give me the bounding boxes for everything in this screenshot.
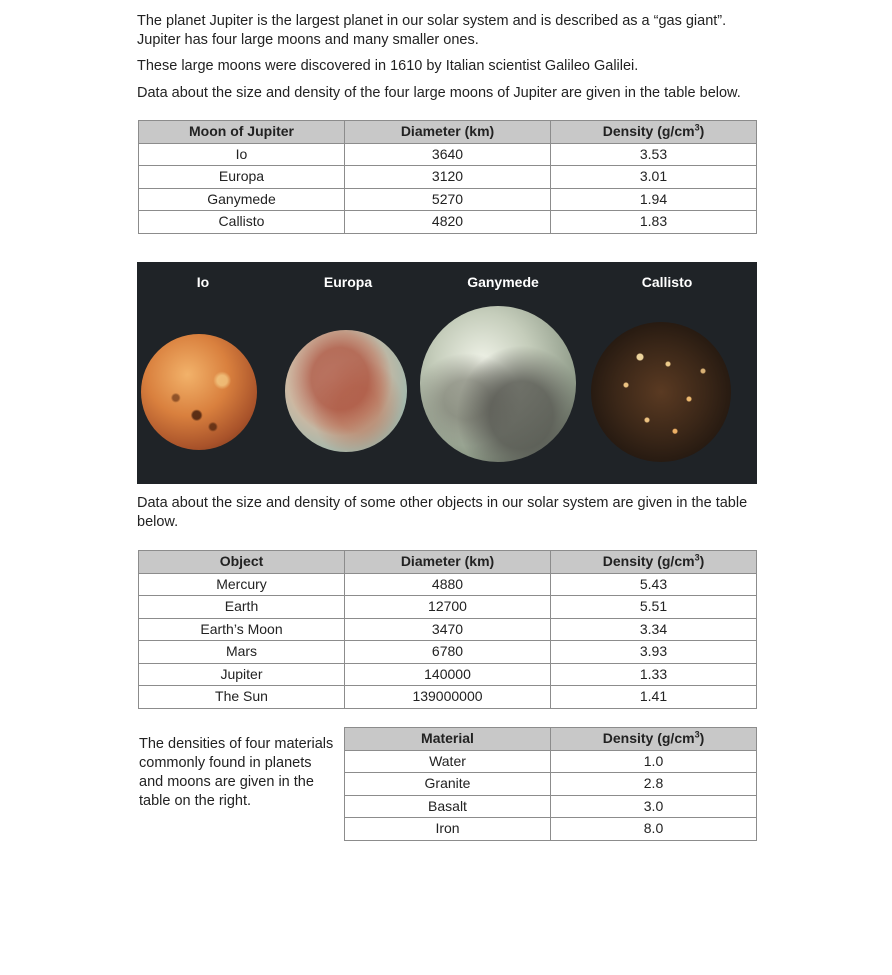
table-header-row [345,728,757,751]
cell-moon: Europa [139,166,345,189]
cell-object: Earth’s Moon [139,618,345,641]
table-row [345,818,757,841]
cell-density: 8.0 [551,818,757,841]
diameter-column-header: Diameter (km) [345,551,551,574]
material-column-header: Material [345,728,551,751]
cell-object: Jupiter [139,663,345,686]
cell-diameter: 5270 [345,188,551,211]
cell-density: 3.93 [551,641,757,664]
cell-density: 3.53 [551,143,757,166]
cell-density: 3.0 [551,795,757,818]
cell-density: 5.43 [551,573,757,596]
callisto-moon-picture [591,322,731,462]
cell-diameter: 3120 [345,166,551,189]
cell-moon: Callisto [139,211,345,234]
cell-density: 1.0 [551,750,757,773]
ganymede-moon-picture [420,306,576,462]
moon-label-io: Io [196,274,210,290]
cell-density: 1.94 [551,188,757,211]
table-row [139,641,757,664]
cell-density: 2.8 [551,773,757,796]
cell-density: 3.01 [551,166,757,189]
moon-label-callisto: Callisto [641,274,693,290]
cell-material: Iron [345,818,551,841]
table-row [139,188,757,211]
cell-density: 1.83 [551,211,757,234]
cell-density: 1.33 [551,663,757,686]
cell-density: 3.34 [551,618,757,641]
galilean-moons-image [137,262,757,484]
density-column-header: Density $(g/cm^3)$ [551,121,757,144]
table-row [139,663,757,686]
intro-paragraph-3: Data about the size and density of the four large moons of Jupiter are given in the table below. [137,85,741,101]
intro-paragraph-1: The planet Jupiter is the largest planet in our solar system and is described as a “gas giant”. Jupiter has four large moons and many smaller ones. [137,13,727,48]
object-column-header: Object [139,551,345,574]
cell-diameter: 3470 [345,618,551,641]
table-row [139,573,757,596]
moon-label-europa: Europa [323,274,373,290]
cell-moon: Io [139,143,345,166]
density-column-header: Density $(g/cm^3)$ [551,728,757,751]
cell-moon: Ganymede [139,188,345,211]
cell-material: Granite [345,773,551,796]
cell-material: Basalt [345,795,551,818]
objects-table [138,550,757,709]
table-row [139,596,757,619]
table-row [345,795,757,818]
cell-object: Mercury [139,573,345,596]
table-row [139,143,757,166]
cell-diameter: 6780 [345,641,551,664]
io-moon-picture [141,334,257,450]
moon-label-ganymede: Ganymede [467,274,539,290]
cell-density: 1.41 [551,686,757,709]
cell-object: Mars [139,641,345,664]
cell-diameter: 3640 [345,143,551,166]
diameter-column-header: Diameter (km) [345,121,551,144]
other-objects-paragraph: Data about the size and density of some other objects in our solar system are given in the table below. [137,495,748,530]
moons-table [138,120,757,234]
materials-caption: The densities of four materials commonly found in planets and moons are given in the table on the right. [139,736,334,809]
table-header-row [139,121,757,144]
cell-diameter: 4820 [345,211,551,234]
table-row [139,166,757,189]
materials-table [344,727,757,841]
cell-object: Earth [139,596,345,619]
table-row [345,750,757,773]
cell-diameter: 139000000 [345,686,551,709]
table-row [345,773,757,796]
europa-moon-picture [285,330,407,452]
cell-diameter: 4880 [345,573,551,596]
density-column-header: Density $(g/cm^3)$ [551,551,757,574]
cell-object: The Sun [139,686,345,709]
cell-material: Water [345,750,551,773]
table-row [139,686,757,709]
cell-diameter: 12700 [345,596,551,619]
table-row [139,211,757,234]
moon-column-header: Moon of Jupiter [139,121,345,144]
intro-paragraph-2: These large moons were discovered in 1610 by Italian scientist Galileo Galilei. [137,58,639,74]
cell-diameter: 140000 [345,663,551,686]
cell-density: 5.51 [551,596,757,619]
table-row [139,618,757,641]
table-header-row [139,551,757,574]
